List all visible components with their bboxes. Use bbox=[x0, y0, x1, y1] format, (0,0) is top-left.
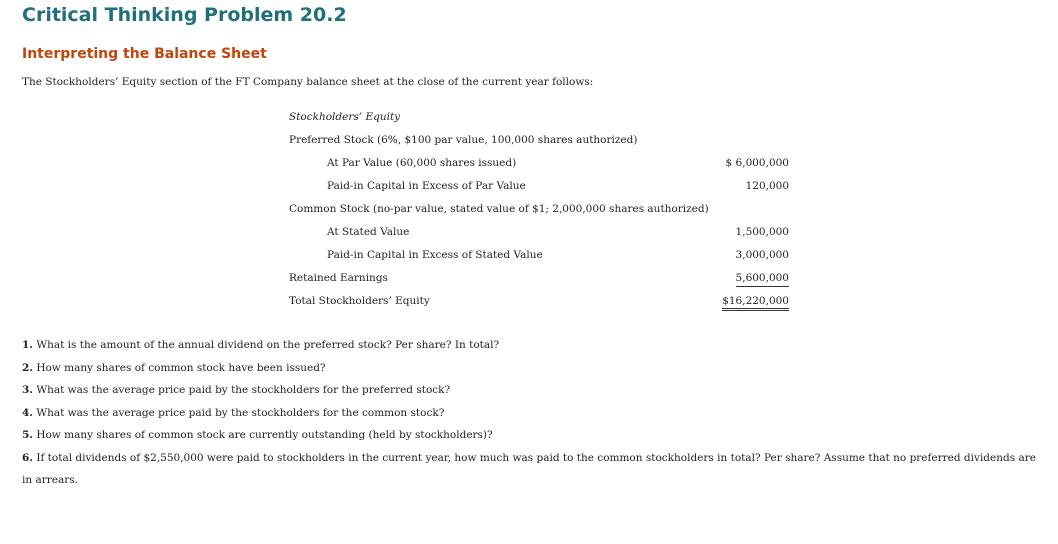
page-title: Critical Thinking Problem 20.2 bbox=[22, 4, 347, 26]
intro-text: The Stockholders’ Equity section of the FT Company balance sheet at the close of the current year follows: bbox=[22, 76, 594, 88]
question-list bbox=[22, 334, 1042, 492]
question-text: What is the amount of the annual dividend on the preferred stock? Per share? In total? bbox=[36, 339, 500, 351]
row-label: At Par Value (60,000 shares issued) bbox=[327, 157, 517, 169]
total-amount: $16,220,000 bbox=[722, 294, 789, 311]
balance-sheet-row bbox=[289, 271, 791, 294]
balance-sheet-row bbox=[289, 179, 791, 202]
question-number: 3. bbox=[22, 384, 33, 396]
balance-sheet-total-row bbox=[289, 294, 791, 317]
question-text: How many shares of common stock are currently outstanding (held by stockholders)? bbox=[36, 429, 493, 441]
row-amount: 5,600,000 bbox=[736, 271, 789, 287]
question-number: 4. bbox=[22, 406, 33, 419]
question-item bbox=[22, 379, 1042, 402]
question-item bbox=[22, 447, 1042, 492]
balance-sheet bbox=[289, 110, 791, 317]
row-amount: 1,500,000 bbox=[735, 226, 789, 238]
row-amount: $ 6,000,000 bbox=[725, 157, 789, 169]
question-item bbox=[22, 334, 1042, 357]
balance-sheet-heading-row bbox=[289, 110, 791, 133]
row-label: Paid-in Capital in Excess of Stated Value bbox=[327, 249, 543, 261]
row-label: Preferred Stock (6%, $100 par value, 100,000 shares authorized) bbox=[289, 134, 638, 146]
question-number: 6. bbox=[22, 451, 33, 464]
row-amount: 3,000,000 bbox=[735, 249, 789, 261]
balance-sheet-heading: Stockholders’ Equity bbox=[289, 111, 401, 123]
balance-sheet-row bbox=[289, 133, 791, 156]
question-text: How many shares of common stock have been issued? bbox=[36, 361, 326, 374]
section-subtitle: Interpreting the Balance Sheet bbox=[22, 46, 267, 62]
balance-sheet-row bbox=[289, 156, 791, 179]
question-number: 1. bbox=[22, 339, 33, 351]
row-amount: 120,000 bbox=[745, 180, 789, 192]
balance-sheet-row bbox=[289, 225, 791, 248]
question-item bbox=[22, 402, 1042, 425]
question-item bbox=[22, 424, 1042, 447]
balance-sheet-row bbox=[289, 202, 791, 225]
total-label: Total Stockholders’ Equity bbox=[289, 295, 430, 307]
question-number: 2. bbox=[22, 361, 33, 374]
row-label: Common Stock (no-par value, stated value of $1; 2,000,000 shares authorized) bbox=[289, 203, 709, 215]
question-item bbox=[22, 357, 1042, 380]
row-label: Paid-in Capital in Excess of Par Value bbox=[327, 180, 526, 192]
question-number: 5. bbox=[22, 429, 33, 441]
question-text: What was the average price paid by the stockholders for the common stock? bbox=[36, 406, 445, 419]
row-label: At Stated Value bbox=[327, 226, 410, 238]
question-text: If total dividends of $2,550,000 were paid to stockholders in the current year, how much was paid to the common stockholders in total? Per share? Assume that no preferred dividends are in arrears. bbox=[22, 451, 1036, 486]
row-label: Retained Earnings bbox=[289, 272, 388, 284]
balance-sheet-row bbox=[289, 248, 791, 271]
question-text: What was the average price paid by the stockholders for the preferred stock? bbox=[36, 384, 451, 396]
